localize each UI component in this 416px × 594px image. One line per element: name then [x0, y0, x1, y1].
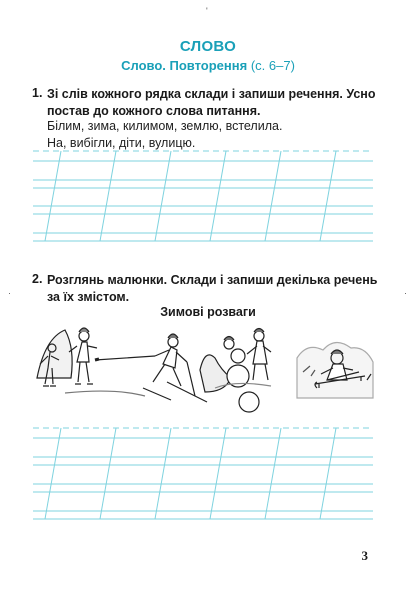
skaters-illustration: [37, 328, 145, 396]
snowman-illustration: [200, 329, 271, 413]
task1-writing-lines[interactable]: [33, 148, 373, 258]
task2-instruction-line1: Розглянь малюнки. Склади і запиши декілька речень: [47, 273, 378, 287]
page-number: 3: [361, 548, 368, 563]
task2-instruction: [47, 272, 377, 306]
page-title: СЛОВО: [179, 38, 237, 55]
crop-mark-top: ': [206, 6, 208, 16]
task1-words-line1: Білим, зима, килимом, землю, встелила.: [47, 119, 283, 133]
task1-instruction-line1: Зі слів кожного рядка склади і запиши речення. Усно: [47, 87, 376, 101]
task1-instruction-line2: постав до кожного слова питання.: [47, 104, 261, 118]
page-subtitle: [0, 58, 416, 73]
task1-number: 1.: [32, 86, 43, 100]
task1-words: [47, 118, 282, 152]
pages-reference: (с. 6–7): [250, 58, 295, 73]
task2-writing-lines[interactable]: [33, 425, 373, 535]
task1-instruction: [47, 86, 376, 120]
picture-title: Зимові розваги: [160, 305, 256, 319]
winter-fun-illustrations: [35, 318, 381, 418]
subtitle-text: Слово. Повторення: [121, 58, 248, 73]
task1-words-line2: На, вибігли, діти, вулицю.: [47, 136, 196, 150]
sled-illustration: [297, 342, 373, 398]
crop-mark-left: ·: [8, 288, 11, 298]
task2-number: 2.: [32, 272, 43, 286]
task2-instruction-line2: за їх змістом.: [47, 290, 130, 304]
crop-mark-right: ·: [404, 288, 407, 298]
